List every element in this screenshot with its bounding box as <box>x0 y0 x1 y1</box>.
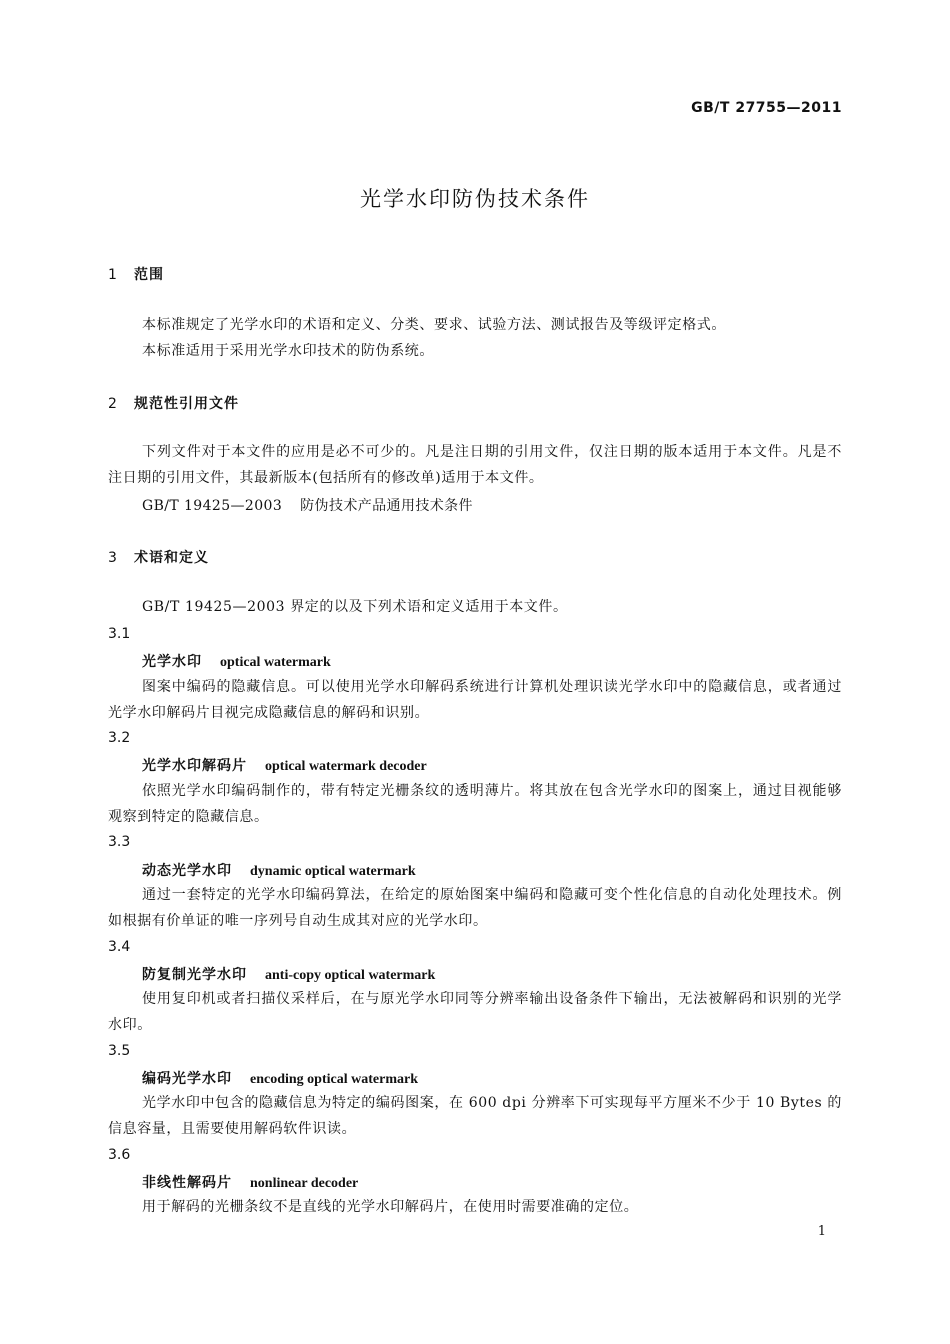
term-definition: 依照光学水印编码制作的，带有特定光栅条纹的透明薄片。将其放在包含光学水印的图案上，通过目视能够观察到特定的隐藏信息。 <box>108 783 842 825</box>
section-number: 1 <box>108 267 118 283</box>
clause-number: 3.1 <box>108 626 131 642</box>
term-english: optical watermark decoder <box>265 759 427 774</box>
standard-code: GB/T 27755—2011 <box>691 100 842 116</box>
term-chinese: 光学水印解码片 <box>142 758 247 774</box>
scope-paragraph-2: 本标准适用于采用光学水印技术的防伪系统。 <box>142 343 434 359</box>
scope-paragraph-1: 本标准规定了光学水印的术语和定义、分类、要求、试验方法、测试报告及等级评定格式。 <box>142 317 726 333</box>
reference-title: 防伪技术产品通用技术条件 <box>300 498 473 514</box>
term-heading <box>142 964 435 984</box>
term-definition: 光学水印中包含的隐藏信息为特定的编码图案，在 600 dpi 分辨率下可实现每平方厘米不少于 10 Bytes 的信息容量，且需要使用解码软件识读。 <box>108 1095 842 1137</box>
clause-number: 3.2 <box>108 730 131 746</box>
term-heading <box>142 651 331 671</box>
page-number: 1 <box>817 1224 826 1239</box>
terms-intro: GB/T 19425—2003 界定的以及下列术语和定义适用于本文件。 <box>142 599 568 615</box>
term-english: nonlinear decoder <box>250 1176 359 1191</box>
references-paragraph: 下列文件对于本文件的应用是必不可少的。凡是注日期的引用文件，仅注日期的版本适用于本文件。凡是不注日期的引用文件，其最新版本(包括所有的修改单)适用于本文件。 <box>108 444 842 486</box>
section-number: 3 <box>108 550 118 566</box>
clause-number: 3.3 <box>108 834 131 850</box>
section-heading-normative-references <box>108 393 239 413</box>
term-heading <box>142 1172 358 1192</box>
clause-number: 3.6 <box>108 1147 131 1163</box>
term-chinese: 动态光学水印 <box>142 863 232 879</box>
term-chinese: 非线性解码片 <box>142 1175 232 1191</box>
section-heading-scope <box>108 264 164 284</box>
clause-number: 3.5 <box>108 1043 131 1059</box>
term-definition: 图案中编码的隐藏信息。可以使用光学水印解码系统进行计算机处理识读光学水印中的隐藏信息，或者通过光学水印解码片目视完成隐藏信息的解码和识别。 <box>108 679 842 721</box>
reference-entry <box>142 495 473 515</box>
term-english: optical watermark <box>220 655 331 670</box>
term-definition: 通过一套特定的光学水印编码算法，在给定的原始图案中编码和隐藏可变个性化信息的自动化处理技术。例如根据有价单证的唯一序列号自动生成其对应的光学水印。 <box>108 887 842 929</box>
term-chinese: 编码光学水印 <box>142 1071 232 1087</box>
term-chinese: 光学水印 <box>142 654 202 670</box>
term-heading <box>142 1068 418 1088</box>
section-number: 2 <box>108 396 118 412</box>
section-title: 术语和定义 <box>134 550 209 566</box>
term-english: anti-copy optical watermark <box>265 968 436 983</box>
term-definition: 使用复印机或者扫描仪采样后，在与原光学水印同等分辨率输出设备条件下输出，无法被解码和识别的光学水印。 <box>108 991 842 1033</box>
term-definition: 用于解码的光栅条纹不是直线的光学水印解码片，在使用时需要准确的定位。 <box>142 1199 639 1215</box>
term-heading <box>142 755 427 775</box>
document-title: 光学水印防伪技术条件 <box>360 187 590 211</box>
section-heading-terms <box>108 547 209 567</box>
clause-number: 3.4 <box>108 939 131 955</box>
term-chinese: 防复制光学水印 <box>142 967 247 983</box>
section-title: 范围 <box>134 267 164 283</box>
term-english: dynamic optical watermark <box>250 864 416 879</box>
term-heading <box>142 860 416 880</box>
section-title: 规范性引用文件 <box>134 396 239 412</box>
term-english: encoding optical watermark <box>250 1072 418 1087</box>
reference-code: GB/T 19425—2003 <box>142 498 283 514</box>
